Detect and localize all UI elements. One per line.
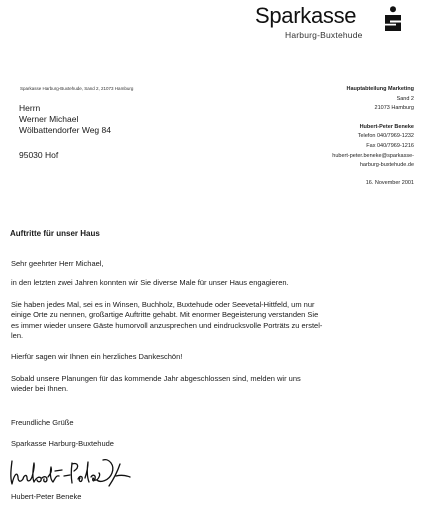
sender-return-line: Sparkasse Harburg-Buxtehude, Sand 2, 21073 Hamburg [20, 86, 134, 91]
paragraph-2-line-4: len. [11, 331, 24, 341]
paragraph-2-line-3: es immer wieder unsere Gäste humorvoll anzusprechen und eindrucksvolle Porträts zu erstel- [11, 320, 323, 330]
contact-street: Sand 2 [396, 95, 414, 102]
paragraph-2-line-2: einige Orte zu nennen, großartige Auftritte gehabt. Mit enormer Begeisterung verstanden Sie [11, 310, 319, 320]
closing-organization: Sparkasse Harburg-Buxtehude [11, 439, 114, 448]
contact-fax: Fax 040/7969-1216 [366, 142, 414, 149]
closing-phrase: Freundliche Grüße [11, 418, 74, 427]
contact-block [296, 85, 414, 188]
letter-date: 16. November 2001 [365, 179, 414, 186]
letter-subject: Auftritte für unser Haus [10, 229, 100, 238]
contact-email-line-1: hubert-peter.beneke@sparkasse- [332, 152, 414, 159]
paragraph-4-line-1: Sobald unsere Planungen für das kommende Jahr abgeschlossen sind, melden wir uns [11, 373, 301, 383]
greeting: Sehr geehrter Herr Michael, [11, 259, 104, 268]
paragraph-4-line-2: wieder bei Ihnen. [11, 384, 69, 394]
paragraph-4 [11, 374, 411, 395]
letter-body [11, 259, 411, 406]
paragraph-3: Hierfür sagen wir Ihnen ein herzliches Dankeschön! [11, 352, 183, 362]
recipient-street: Wölbattendorfer Weg 84 [19, 125, 111, 135]
sparkasse-s-logo-icon [383, 6, 403, 32]
recipient-salutation: Herrn [19, 103, 41, 113]
handwritten-signature-icon [8, 455, 134, 489]
branch-name: Harburg-Buxtehude [285, 30, 363, 40]
recipient-address [19, 103, 111, 161]
paragraph-1: in den letzten zwei Jahren konnten wir Sie diverse Male für unser Haus engagieren. [11, 278, 289, 288]
contact-email-line-2: harburg-buxtehude.de [359, 162, 414, 169]
brand-name: Sparkasse [255, 3, 357, 28]
contact-department: Hauptabteilung Marketing [346, 86, 414, 92]
letterhead-logo [253, 3, 413, 53]
recipient-name: Werner Michael [19, 114, 79, 124]
signer-name: Hubert-Peter Beneke [11, 492, 82, 501]
recipient-city: 95030 Hof [19, 150, 59, 160]
paragraph-2 [11, 300, 411, 342]
contact-person: Hubert-Peter Beneke [359, 123, 414, 130]
contact-phone: Telefon 040/7969-1232 [357, 133, 414, 140]
paragraph-2-line-1: Sie haben jedes Mal, sei es in Winsen, Buchholz, Buxtehude oder Seevetal-Hittfeld, um nur [11, 299, 315, 309]
contact-city: 21073 Hamburg [374, 105, 414, 112]
